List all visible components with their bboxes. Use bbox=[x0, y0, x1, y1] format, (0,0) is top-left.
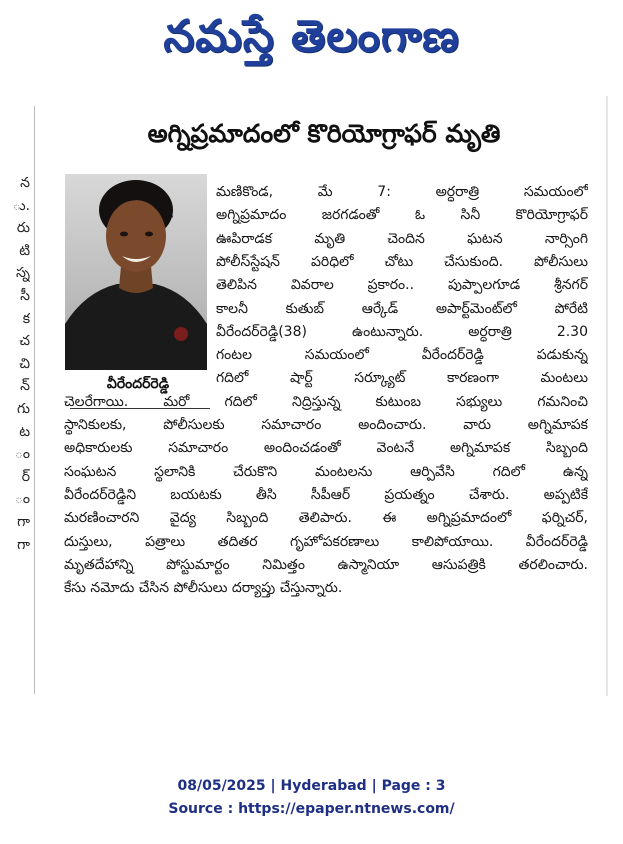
adjacent-column-fragment bbox=[0, 172, 30, 556]
article-line: గదిలో షార్ట్ సర్క్యూట్ కారణంగా మంటలు bbox=[216, 370, 588, 387]
article-line: సంఘటన స్థలానికి చేరుకొని మంటలను ఆర్పివేసి గదిలో ఉన్న bbox=[64, 463, 588, 480]
footer-publication-meta: 08/05/2025 | Hyderabad | Page : 3 bbox=[177, 778, 446, 794]
article-line: అగ్నిప్రమాదం జరగడంతో ఓ సినీ కొరియోగ్రాఫర్ bbox=[216, 207, 588, 224]
adjacent-column-letter: రు bbox=[16, 220, 30, 237]
article-line: మరణించారని వైద్య సిబ్బంది తెలిపారు. ఈ అగ్నిప్రమాదంలో ఫర్నిచర్, bbox=[64, 510, 588, 527]
adjacent-column-letter: ర్ bbox=[21, 468, 30, 485]
newspaper-masthead: నమస్తే తెలంగాణ bbox=[163, 11, 460, 62]
article-line: దుస్తులు, పత్రాలు తదితర గృహోపకరణాలు కాలిపోయాయి. వీరేందర్‌రెడ్డి bbox=[64, 533, 588, 550]
article-line: వీరేందర్‌రెడ్డి(38) ఉంటున్నారు. అర్ధరాత్రి 2.30 bbox=[216, 323, 588, 340]
article-line: పోలీస్‌స్టేషన్ పరిధిలో చోటు చేసుకుంది. పోలీసులు bbox=[216, 253, 588, 270]
adjacent-column-letter: టి bbox=[19, 242, 30, 259]
column-divider-left bbox=[34, 106, 35, 694]
adjacent-column-letter: గు bbox=[16, 400, 30, 417]
adjacent-column-letter: స్న bbox=[15, 265, 30, 282]
adjacent-column-letter: న bbox=[20, 175, 30, 191]
adjacent-column-letter: ం bbox=[14, 446, 30, 463]
adjacent-column-letter: చి bbox=[19, 355, 30, 372]
adjacent-column-letter: గా bbox=[17, 513, 30, 530]
adjacent-column-letter: ు. bbox=[12, 197, 30, 214]
article-line: ఊపిరాడక మృతి చెందిన ఘటన నార్సింగి bbox=[216, 230, 588, 247]
article-line: అధికారులకు సమాచారం అందించడంతో వెంటనే అగ్నిమాపక సిబ్బంది bbox=[64, 440, 588, 457]
article-line: మృతదేహాన్ని పోస్టుమార్టం నిమిత్తం ఉస్మానియా ఆసుపత్రికి తరలించారు. bbox=[64, 556, 588, 573]
article-line: మణికొండ, మే 7: అర్ధరాత్రి సమయంలో bbox=[216, 184, 588, 200]
photo-caption: వీరేందర్‌రెడ్డి bbox=[106, 376, 170, 392]
adjacent-column-letter: క bbox=[22, 310, 30, 327]
article-line: తెలిపిన వివరాల ప్రకారం.. పుప్పాలగూడ శ్రీనగర్ bbox=[216, 277, 588, 294]
article-line: కేసు నమోదు చేసిన పోలీసులు దర్యాప్తు చేస్తున్నారు. bbox=[64, 580, 343, 597]
footer-source: Source : https://epaper.ntnews.com/ bbox=[168, 801, 455, 817]
article-headline: అగ్నిప్రమాదంలో కొరియోగ్రాఫర్ మృతి bbox=[147, 119, 501, 148]
article-line: స్థానికులకు, పోలీసులకు సమాచారం అందించారు. వారు అగ్నిమాపక bbox=[64, 417, 588, 433]
portrait-photo bbox=[65, 174, 207, 370]
adjacent-column-letter: గా bbox=[17, 536, 30, 553]
article-line: గంటల సమయంలో వీరేందర్‌రెడ్డి పడుకున్న bbox=[216, 347, 588, 364]
adjacent-column-letter: ం bbox=[14, 491, 30, 508]
article-line: వీరేందర్‌రెడ్డిని బయటకు తీసి సీపీఆర్ ప్రయత్నం చేశారు. అప్పటికే bbox=[64, 486, 588, 503]
article-line: చెలరేగాయి. మరో గదిలో నిద్రిస్తున్న కుటుంబ సభ్యులు గమనించి bbox=[64, 393, 588, 410]
adjacent-column-letter: ట bbox=[19, 423, 30, 440]
adjacent-column-letter: చ bbox=[19, 333, 30, 350]
article-line: కాలనీ కుతుబ్ ఆర్కేడ్ అపార్ట్‌మెంట్‌లో పోరేటి bbox=[216, 300, 588, 317]
column-divider-right bbox=[606, 96, 608, 696]
adjacent-column-letter: న్ bbox=[20, 378, 30, 395]
adjacent-column-letter: సీ bbox=[20, 287, 30, 304]
